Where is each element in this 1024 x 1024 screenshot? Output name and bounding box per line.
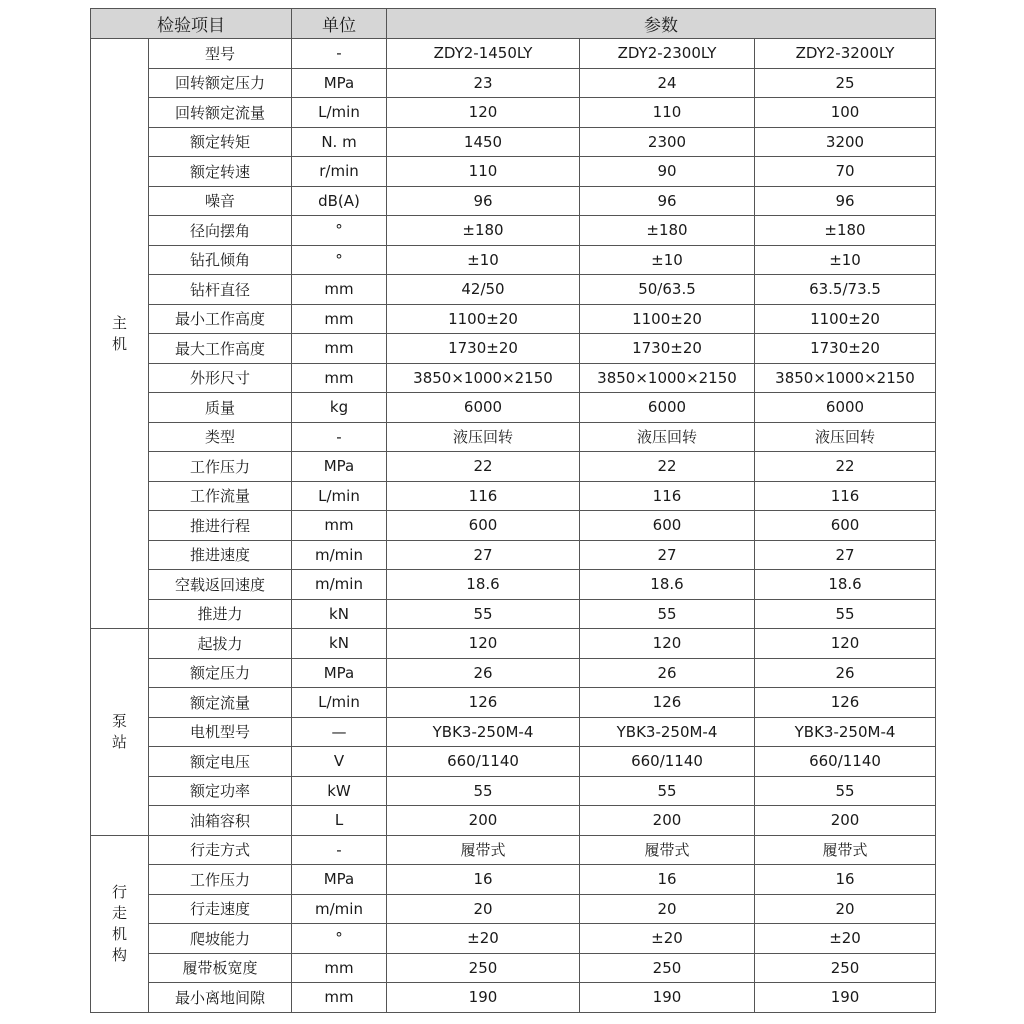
unit-cell: kW xyxy=(292,776,387,806)
item-name: 工作压力 xyxy=(149,452,292,482)
unit-cell: — xyxy=(292,717,387,747)
value-cell: ±20 xyxy=(387,924,580,954)
group-label xyxy=(91,39,149,629)
item-name: 型号 xyxy=(149,39,292,69)
unit-cell: mm xyxy=(292,983,387,1013)
value-cell: 55 xyxy=(580,599,755,629)
value-cell: ±10 xyxy=(755,245,936,275)
value-cell: 2300 xyxy=(580,127,755,157)
unit-cell: kN xyxy=(292,599,387,629)
table-row xyxy=(91,717,936,747)
table-row xyxy=(91,216,936,246)
value-cell: 120 xyxy=(580,629,755,659)
value-cell: 27 xyxy=(580,540,755,570)
header-row xyxy=(91,9,936,39)
value-cell: ±180 xyxy=(580,216,755,246)
item-name: 类型 xyxy=(149,422,292,452)
header-item: 检验项目 xyxy=(91,9,292,39)
table-row xyxy=(91,186,936,216)
value-cell: 200 xyxy=(755,806,936,836)
group-label-text: 主机 xyxy=(111,313,127,353)
table-row xyxy=(91,776,936,806)
item-name: 额定转速 xyxy=(149,157,292,187)
unit-cell: mm xyxy=(292,275,387,305)
item-name: 推进力 xyxy=(149,599,292,629)
value-cell: 660/1140 xyxy=(387,747,580,777)
value-cell: 96 xyxy=(580,186,755,216)
item-name: 行走速度 xyxy=(149,894,292,924)
value-cell: 120 xyxy=(755,629,936,659)
value-cell: 20 xyxy=(580,894,755,924)
value-cell: 200 xyxy=(387,806,580,836)
table-row xyxy=(91,747,936,777)
unit-cell: V xyxy=(292,747,387,777)
table-row xyxy=(91,629,936,659)
unit-cell: L/min xyxy=(292,98,387,128)
value-cell: 18.6 xyxy=(580,570,755,600)
value-cell: 55 xyxy=(755,599,936,629)
value-cell: 190 xyxy=(755,983,936,1013)
table-row xyxy=(91,983,936,1013)
unit-cell: mm xyxy=(292,334,387,364)
item-name: 最大工作高度 xyxy=(149,334,292,364)
unit-cell: MPa xyxy=(292,452,387,482)
value-cell: 96 xyxy=(755,186,936,216)
item-name: 工作压力 xyxy=(149,865,292,895)
unit-cell: m/min xyxy=(292,894,387,924)
unit-cell: L/min xyxy=(292,688,387,718)
value-cell: 55 xyxy=(580,776,755,806)
item-name: 电机型号 xyxy=(149,717,292,747)
value-cell: 22 xyxy=(755,452,936,482)
item-name: 推进行程 xyxy=(149,511,292,541)
value-cell: 600 xyxy=(387,511,580,541)
unit-cell: ° xyxy=(292,216,387,246)
unit-cell: mm xyxy=(292,511,387,541)
value-cell: YBK3-250M-4 xyxy=(755,717,936,747)
unit-cell: - xyxy=(292,835,387,865)
value-cell: 600 xyxy=(580,511,755,541)
value-cell: 660/1140 xyxy=(580,747,755,777)
value-cell: YBK3-250M-4 xyxy=(387,717,580,747)
value-cell: ±20 xyxy=(580,924,755,954)
value-cell: 液压回转 xyxy=(755,422,936,452)
value-cell: 190 xyxy=(387,983,580,1013)
item-name: 行走方式 xyxy=(149,835,292,865)
value-cell: 1100±20 xyxy=(755,304,936,334)
value-cell: 16 xyxy=(755,865,936,895)
value-cell: 55 xyxy=(755,776,936,806)
table-row xyxy=(91,540,936,570)
group-label xyxy=(91,629,149,836)
value-cell: 50/63.5 xyxy=(580,275,755,305)
unit-cell: MPa xyxy=(292,68,387,98)
value-cell: 18.6 xyxy=(387,570,580,600)
value-cell: 1100±20 xyxy=(580,304,755,334)
value-cell: 23 xyxy=(387,68,580,98)
item-name: 质量 xyxy=(149,393,292,423)
value-cell: ZDY2-3200LY xyxy=(755,39,936,69)
value-cell: 250 xyxy=(580,953,755,983)
table-row xyxy=(91,68,936,98)
unit-cell: MPa xyxy=(292,865,387,895)
item-name: 爬坡能力 xyxy=(149,924,292,954)
unit-cell: m/min xyxy=(292,540,387,570)
item-name: 最小工作高度 xyxy=(149,304,292,334)
group-label-text: 行走机构 xyxy=(111,882,127,964)
unit-cell: - xyxy=(292,422,387,452)
value-cell: ±10 xyxy=(580,245,755,275)
value-cell: 20 xyxy=(755,894,936,924)
item-name: 额定电压 xyxy=(149,747,292,777)
value-cell: ±10 xyxy=(387,245,580,275)
value-cell: ZDY2-2300LY xyxy=(580,39,755,69)
value-cell: 63.5/73.5 xyxy=(755,275,936,305)
value-cell: 110 xyxy=(580,98,755,128)
value-cell: 3200 xyxy=(755,127,936,157)
value-cell: 1730±20 xyxy=(755,334,936,364)
table-row xyxy=(91,275,936,305)
value-cell: ±20 xyxy=(755,924,936,954)
table-row xyxy=(91,363,936,393)
item-name: 额定功率 xyxy=(149,776,292,806)
spec-body xyxy=(91,39,936,1013)
value-cell: 70 xyxy=(755,157,936,187)
table-row xyxy=(91,835,936,865)
value-cell: 120 xyxy=(387,98,580,128)
value-cell: 1450 xyxy=(387,127,580,157)
unit-cell: N. m xyxy=(292,127,387,157)
item-name: 推进速度 xyxy=(149,540,292,570)
table-row xyxy=(91,452,936,482)
unit-cell: kN xyxy=(292,629,387,659)
table-row xyxy=(91,39,936,69)
unit-cell: - xyxy=(292,39,387,69)
value-cell: 90 xyxy=(580,157,755,187)
item-name: 外形尺寸 xyxy=(149,363,292,393)
value-cell: 120 xyxy=(387,629,580,659)
value-cell: 液压回转 xyxy=(580,422,755,452)
value-cell: 250 xyxy=(387,953,580,983)
table-row xyxy=(91,334,936,364)
value-cell: 26 xyxy=(755,658,936,688)
value-cell: 6000 xyxy=(755,393,936,423)
value-cell: 55 xyxy=(387,599,580,629)
value-cell: 126 xyxy=(755,688,936,718)
value-cell: 27 xyxy=(755,540,936,570)
table-row xyxy=(91,658,936,688)
table-row xyxy=(91,127,936,157)
item-name: 钻杆直径 xyxy=(149,275,292,305)
value-cell: 6000 xyxy=(387,393,580,423)
value-cell: 24 xyxy=(580,68,755,98)
item-name: 油箱容积 xyxy=(149,806,292,836)
value-cell: 110 xyxy=(387,157,580,187)
item-name: 额定转矩 xyxy=(149,127,292,157)
value-cell: 27 xyxy=(387,540,580,570)
group-label-text: 泵站 xyxy=(111,711,127,751)
value-cell: 200 xyxy=(580,806,755,836)
value-cell: 26 xyxy=(580,658,755,688)
value-cell: 液压回转 xyxy=(387,422,580,452)
value-cell: 116 xyxy=(387,481,580,511)
value-cell: 116 xyxy=(755,481,936,511)
table-row xyxy=(91,806,936,836)
value-cell: 250 xyxy=(755,953,936,983)
value-cell: 22 xyxy=(387,452,580,482)
value-cell: 履带式 xyxy=(387,835,580,865)
value-cell: ±180 xyxy=(755,216,936,246)
value-cell: 1730±20 xyxy=(580,334,755,364)
value-cell: 55 xyxy=(387,776,580,806)
table-row xyxy=(91,422,936,452)
table-row xyxy=(91,924,936,954)
table-row xyxy=(91,98,936,128)
unit-cell: ° xyxy=(292,245,387,275)
header-unit: 单位 xyxy=(292,9,387,39)
value-cell: 126 xyxy=(387,688,580,718)
value-cell: 3850×1000×2150 xyxy=(387,363,580,393)
value-cell: 100 xyxy=(755,98,936,128)
item-name: 回转额定压力 xyxy=(149,68,292,98)
value-cell: 600 xyxy=(755,511,936,541)
item-name: 空载返回速度 xyxy=(149,570,292,600)
unit-cell: L/min xyxy=(292,481,387,511)
item-name: 额定流量 xyxy=(149,688,292,718)
table-row xyxy=(91,688,936,718)
value-cell: 16 xyxy=(387,865,580,895)
value-cell: ZDY2-1450LY xyxy=(387,39,580,69)
unit-cell: m/min xyxy=(292,570,387,600)
item-name: 最小离地间隙 xyxy=(149,983,292,1013)
value-cell: 20 xyxy=(387,894,580,924)
unit-cell: mm xyxy=(292,363,387,393)
group-label xyxy=(91,835,149,1012)
unit-cell: MPa xyxy=(292,658,387,688)
item-name: 起拔力 xyxy=(149,629,292,659)
unit-cell: dB(A) xyxy=(292,186,387,216)
value-cell: 1730±20 xyxy=(387,334,580,364)
table-row xyxy=(91,304,936,334)
header-params: 参数 xyxy=(387,9,936,39)
item-name: 噪音 xyxy=(149,186,292,216)
value-cell: 116 xyxy=(580,481,755,511)
table-row xyxy=(91,481,936,511)
value-cell: 22 xyxy=(580,452,755,482)
value-cell: 3850×1000×2150 xyxy=(580,363,755,393)
value-cell: 190 xyxy=(580,983,755,1013)
item-name: 回转额定流量 xyxy=(149,98,292,128)
item-name: 额定压力 xyxy=(149,658,292,688)
value-cell: 25 xyxy=(755,68,936,98)
value-cell: 16 xyxy=(580,865,755,895)
unit-cell: mm xyxy=(292,953,387,983)
value-cell: 履带式 xyxy=(580,835,755,865)
unit-cell: kg xyxy=(292,393,387,423)
table-row xyxy=(91,393,936,423)
table-row xyxy=(91,953,936,983)
table-row xyxy=(91,570,936,600)
value-cell: ±180 xyxy=(387,216,580,246)
unit-cell: ° xyxy=(292,924,387,954)
value-cell: 6000 xyxy=(580,393,755,423)
value-cell: 96 xyxy=(387,186,580,216)
table-row xyxy=(91,865,936,895)
unit-cell: L xyxy=(292,806,387,836)
item-name: 工作流量 xyxy=(149,481,292,511)
value-cell: 3850×1000×2150 xyxy=(755,363,936,393)
value-cell: 26 xyxy=(387,658,580,688)
unit-cell: mm xyxy=(292,304,387,334)
value-cell: 42/50 xyxy=(387,275,580,305)
value-cell: YBK3-250M-4 xyxy=(580,717,755,747)
value-cell: 126 xyxy=(580,688,755,718)
item-name: 履带板宽度 xyxy=(149,953,292,983)
table-row xyxy=(91,599,936,629)
item-name: 钻孔倾角 xyxy=(149,245,292,275)
table-row xyxy=(91,157,936,187)
item-name: 径向摆角 xyxy=(149,216,292,246)
value-cell: 660/1140 xyxy=(755,747,936,777)
value-cell: 履带式 xyxy=(755,835,936,865)
spec-table xyxy=(90,8,936,1013)
value-cell: 18.6 xyxy=(755,570,936,600)
table-row xyxy=(91,894,936,924)
value-cell: 1100±20 xyxy=(387,304,580,334)
table-row xyxy=(91,245,936,275)
table-row xyxy=(91,511,936,541)
unit-cell: r/min xyxy=(292,157,387,187)
